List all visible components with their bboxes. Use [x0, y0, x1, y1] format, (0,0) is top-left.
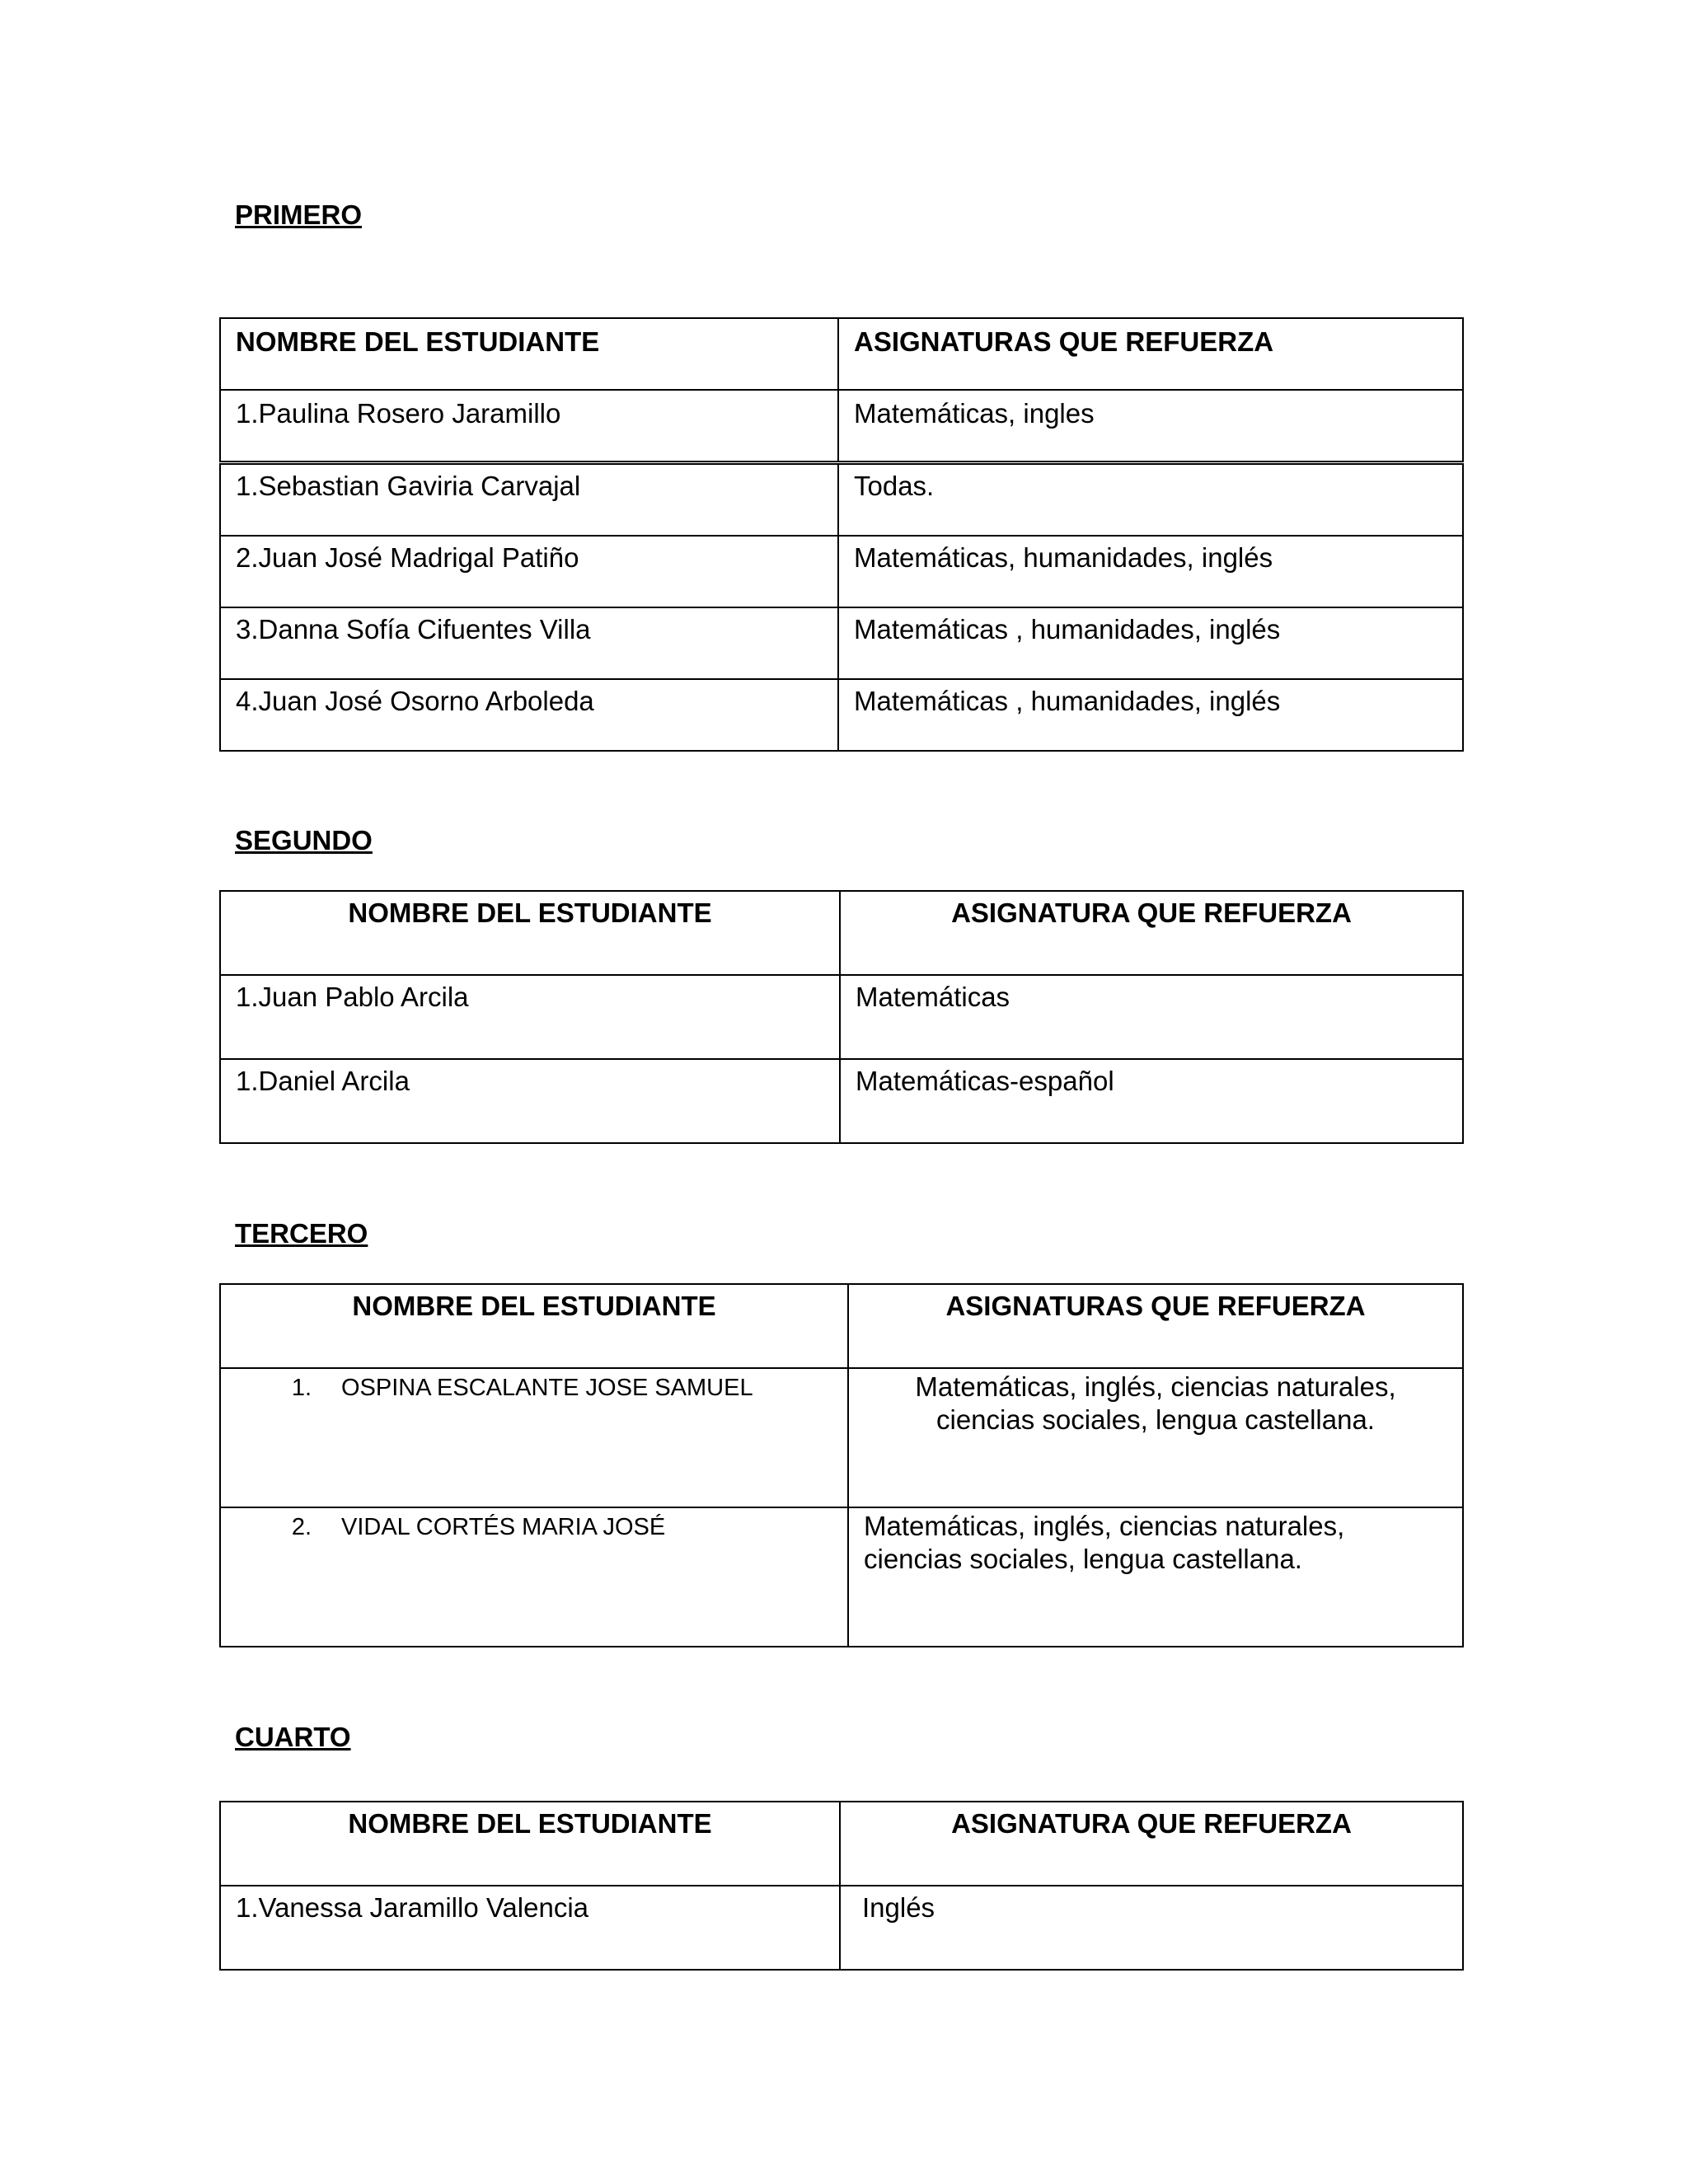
table-row [220, 464, 1463, 536]
table-header-row [220, 891, 1463, 975]
table-segundo [219, 890, 1464, 1144]
table-row [220, 536, 1463, 607]
heading-segundo: SEGUNDO [235, 825, 373, 855]
subjects-line-2: ciencias sociales, lengua castellana. [936, 1404, 1375, 1435]
subjects-line-2: ciencias sociales, lengua castellana. [864, 1543, 1302, 1574]
student-name: 1.Vanessa Jaramillo Valencia [220, 1886, 840, 1970]
student-cell [220, 1368, 848, 1507]
table-row [220, 1368, 1463, 1507]
student-name: 1.Juan Pablo Arcila [220, 975, 840, 1059]
student-name: 1.Paulina Rosero Jaramillo [220, 390, 838, 462]
student-subjects: Matemáticas, humanidades, inglés [838, 536, 1463, 607]
student-name: OSPINA ESCALANTE JOSE SAMUEL [341, 1375, 753, 1401]
table-row [220, 1059, 1463, 1143]
header-asignaturas: ASIGNATURAS QUE REFUERZA [838, 318, 1463, 390]
header-asignaturas: ASIGNATURAS QUE REFUERZA [848, 1284, 1463, 1368]
heading-cuarto: CUARTO [235, 1722, 351, 1752]
table-header-row [220, 1802, 1463, 1886]
table-primero-b [219, 463, 1464, 752]
subjects-line-1: Matemáticas, inglés, ciencias naturales, [864, 1511, 1345, 1541]
table-row [220, 607, 1463, 679]
table-row [220, 1886, 1463, 1970]
heading-tercero: TERCERO [235, 1218, 368, 1249]
student-subjects: Matemáticas , humanidades, inglés [838, 679, 1463, 751]
student-subjects [848, 1507, 1463, 1647]
table-row [220, 975, 1463, 1059]
table-tercero [219, 1283, 1464, 1647]
header-asignatura: ASIGNATURA QUE REFUERZA [840, 891, 1463, 975]
table-cuarto [219, 1801, 1464, 1971]
header-nombre: NOMBRE DEL ESTUDIANTE [220, 1284, 848, 1368]
table-primero-a [219, 317, 1464, 462]
table-header-row [220, 1284, 1463, 1368]
table-header-row [220, 318, 1463, 390]
student-subjects: Matemáticas , humanidades, inglés [838, 607, 1463, 679]
student-subjects: Matemáticas [840, 975, 1463, 1059]
heading-primero: PRIMERO [235, 199, 363, 230]
header-nombre: NOMBRE DEL ESTUDIANTE [220, 318, 838, 390]
header-nombre: NOMBRE DEL ESTUDIANTE [220, 891, 840, 975]
student-subjects: Matemáticas-español [840, 1059, 1463, 1143]
student-subjects: Inglés [840, 1886, 1463, 1970]
student-subjects: Todas. [838, 464, 1463, 536]
student-name: 4.Juan José Osorno Arboleda [220, 679, 838, 751]
table-row [220, 1507, 1463, 1647]
student-cell [220, 1507, 848, 1647]
student-name: 1.Daniel Arcila [220, 1059, 840, 1143]
student-name: 3.Danna Sofía Cifuentes Villa [220, 607, 838, 679]
header-asignatura: ASIGNATURA QUE REFUERZA [840, 1802, 1463, 1886]
table-row [220, 390, 1463, 462]
list-number: 1. [291, 1375, 312, 1401]
subjects-line-1: Matemáticas, inglés, ciencias naturales, [915, 1371, 1396, 1402]
student-name: 1.Sebastian Gaviria Carvajal [220, 464, 838, 536]
student-name: VIDAL CORTÉS MARIA JOSÉ [341, 1514, 666, 1540]
student-name: 2.Juan José Madrigal Patiño [220, 536, 838, 607]
list-number: 2. [291, 1514, 312, 1540]
student-subjects: Matemáticas, ingles [838, 390, 1463, 462]
table-row [220, 679, 1463, 751]
student-subjects [848, 1368, 1463, 1507]
header-nombre: NOMBRE DEL ESTUDIANTE [220, 1802, 840, 1886]
